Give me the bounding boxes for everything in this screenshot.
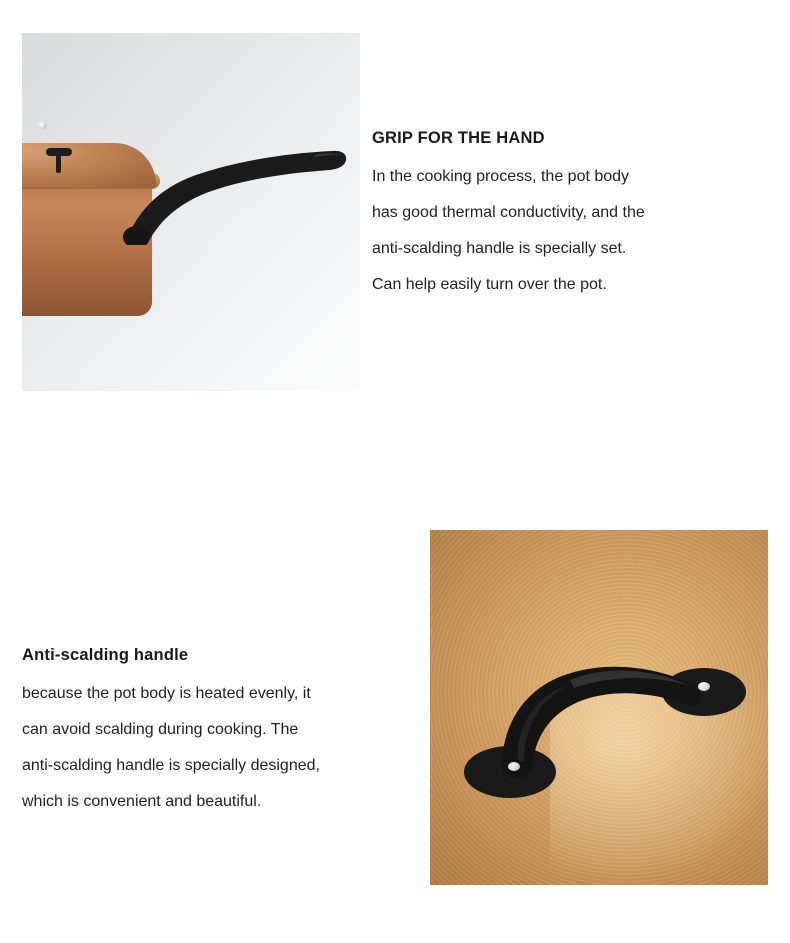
long-handle-shape	[118, 145, 348, 245]
anti-scalding-paragraph-line-4: which is convenient and beautiful.	[22, 793, 262, 811]
anti-scalding-handle-image	[430, 530, 768, 885]
grip-heading: GRIP FOR THE HAND	[372, 129, 545, 147]
anti-scalding-text-block	[22, 645, 422, 820]
anti-scalding-paragraph-line-1: because the pot body is heated evenly, it	[22, 685, 311, 703]
handle-rivet-left-icon	[508, 762, 520, 771]
lid-knob-top-shape	[46, 148, 72, 156]
feature-section-anti-scalding	[0, 500, 790, 920]
grip-paragraph-line-1: In the cooking process, the pot body	[372, 168, 630, 186]
grip-paragraph-line-2: has good thermal conductivity, and the	[372, 204, 645, 222]
grip-paragraph-line-4: Can help easily turn over the pot.	[372, 276, 607, 294]
arched-handle-shape	[458, 600, 748, 800]
handle-rivet-right-icon	[698, 682, 710, 691]
grip-text-block	[372, 128, 762, 303]
anti-scalding-paragraph-line-2: can avoid scalding during cooking. The	[22, 721, 299, 739]
copper-saucepan-image	[22, 33, 360, 391]
grip-paragraph-line-3: anti-scalding handle is specially set.	[372, 240, 627, 258]
anti-scalding-paragraph-line-3: anti-scalding handle is specially designed,	[22, 757, 320, 775]
anti-scalding-heading: Anti-scalding handle	[22, 646, 189, 664]
lid-knob-stem-shape	[56, 155, 61, 173]
handle-rivet-icon	[38, 122, 47, 129]
feature-section-grip	[0, 0, 790, 430]
